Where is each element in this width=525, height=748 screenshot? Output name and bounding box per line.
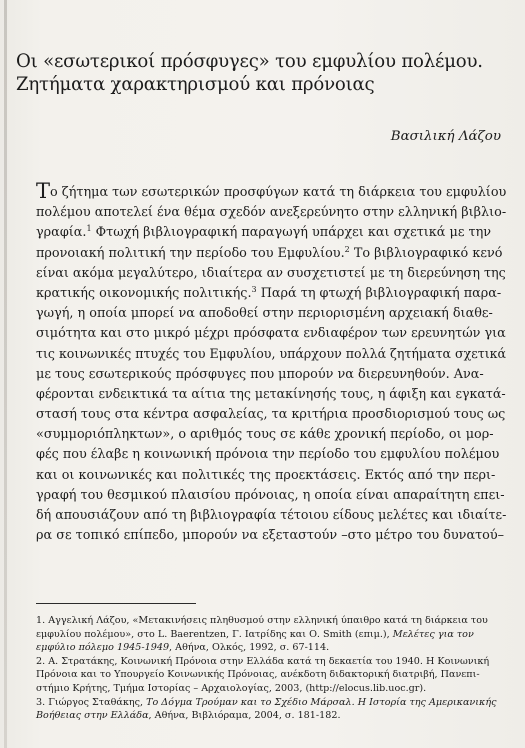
drop-cap: Τ [36,179,51,203]
body-line: και οι κοινωνικές και πολιτικές της προεκτάσεις. Εκτός από την περι- [36,467,496,483]
body-line: με τους εσωτερικούς πρόσφυγες που μπορούν να διερευνηθούν. Ανα- [36,366,484,382]
binding-edge [4,0,7,748]
footnote-2: 2. Α. Στρατάκης, Κοινωνική Πρόνοια στην Ελλάδα κατά τη δεκαετία του 1940. Η Κοινωνική Πρόνοια και το Υπουργείο Κοινωνικής Πρόνοιας, ανέκδοτη διδακτορική διατριβή, Πανεπι- στήμιο Κρήτης, Τμήμα Ιστορίας – Αρχαιολογίας, 2003, (http://elocus.lib.uoc.gr). [36,655,490,694]
footnote-separator [36,603,196,604]
article-title [16,50,516,96]
body-line: στασή τους στα κέντρα ασφαλείας, τα κριτήρια προσδιορισμού τους ως [36,407,506,423]
body-line: γραφή του θεσμικού πλαισίου πρόνοιας, η οποία είναι απαραίτητη επει- [36,487,505,503]
footnote-ref-3: 3 [251,284,257,294]
body-paragraph [36,179,507,546]
body-line: προνοιακή πολιτική την περίοδο του Εμφυλίου.$^2$ Το βιβλιογραφικό κενό [36,244,503,261]
footnote-ref-1: 1 [86,224,92,234]
footnote-1: 1. Αγγελική Λάζου, «Μετακινήσεις πληθυσμού στην ελληνική ύπαιθρο κατά τη διάρκεια του εμφυλίου πολέμου», στο L. Baerentzen, Γ. Ιατρίδης και Ο. Smith (επιμ.), Μελέτες για τον εμφύλιο πόλεμο 1945-1949, Αθήνα, Ολκός, 1992, σ. 67-114. [36,615,488,654]
footnote-ref-2: 2 [344,244,350,254]
body-line: σιμότητα και στο μικρό μέχρι πρόσφατα ενδιαφέρον των ερευνητών για [36,326,506,342]
body-line: πολέμου αποτελεί ένα θέμα σχεδόν ανεξερεύνητο στην ελληνική βιβλιο- [36,205,507,221]
body-line: κρατικής οικονομικής πολιτικής.$^3$ Παρά τη φτωχή βιβλιογραφική παρα- [36,284,502,301]
body-line: γωγή, η οποία μπορεί να αποδοθεί στην περιορισμένη αρχειακή διαθε- [36,306,493,322]
body-line: Το ζήτημα των εσωτερικών προσφύγων κατά τη διάρκεια του εμφυλίου [36,179,507,203]
footnotes [36,614,508,723]
body-line: φέρονται ενδεικτικά τα αίτια της μετακίνησής τους, η άφιξη και εγκατά- [36,386,506,402]
body-line: δή απουσιάζουν από τη βιβλιογραφία τέτοιου είδους μελέτες και ιδιαίτε- [36,508,507,523]
footnote-3: 3. Γιώργος Σταθάκης, Το Δόγμα Τρούμαν και το Σχέδιο Μάρσαλ. Η Ιστορία της Αμερικανικής Βοήθειας στην Ελλάδα, Αθήνα, Βιβλιόραμα, 2004, σ. 181-182. [36,696,497,722]
body-line: γραφία.$^1$ Φτωχή βιβλιογραφική παραγωγή υπάρχει και σχετικά με την [36,224,492,241]
body-line: ρα σε τοπικό επίπεδο, μπορούν να εξεταστούν –στο μέτρο του δυνατού– [36,528,505,544]
author-name: Βασιλική Λάζου [390,129,501,144]
title-line-1: Οι «εσωτερικοί πρόσφυγες» του εμφυλίου πολέμου. [16,51,483,72]
title-line-2: Ζητήματα χαρακτηρισμού και πρόνοιας [16,74,375,95]
body-line: «συμμοριόπληκτων», ο αριθμός τους σε κάθε χρονική περίοδο, οι μορ- [36,427,494,443]
body-line: είναι ακόμα μεγαλύτερο, ιδιαίτερα αν συσχετιστεί με τη διερεύνηση της [36,265,506,281]
body-line: φές που έλαβε η κοινωνική πρόνοια την περίοδο του εμφυλίου πολέμου [36,447,500,463]
body-line: τις κοινωνικές πτυχές του Εμφυλίου, υπάρχουν πολλά ζητήματα σχετικά [36,346,507,362]
